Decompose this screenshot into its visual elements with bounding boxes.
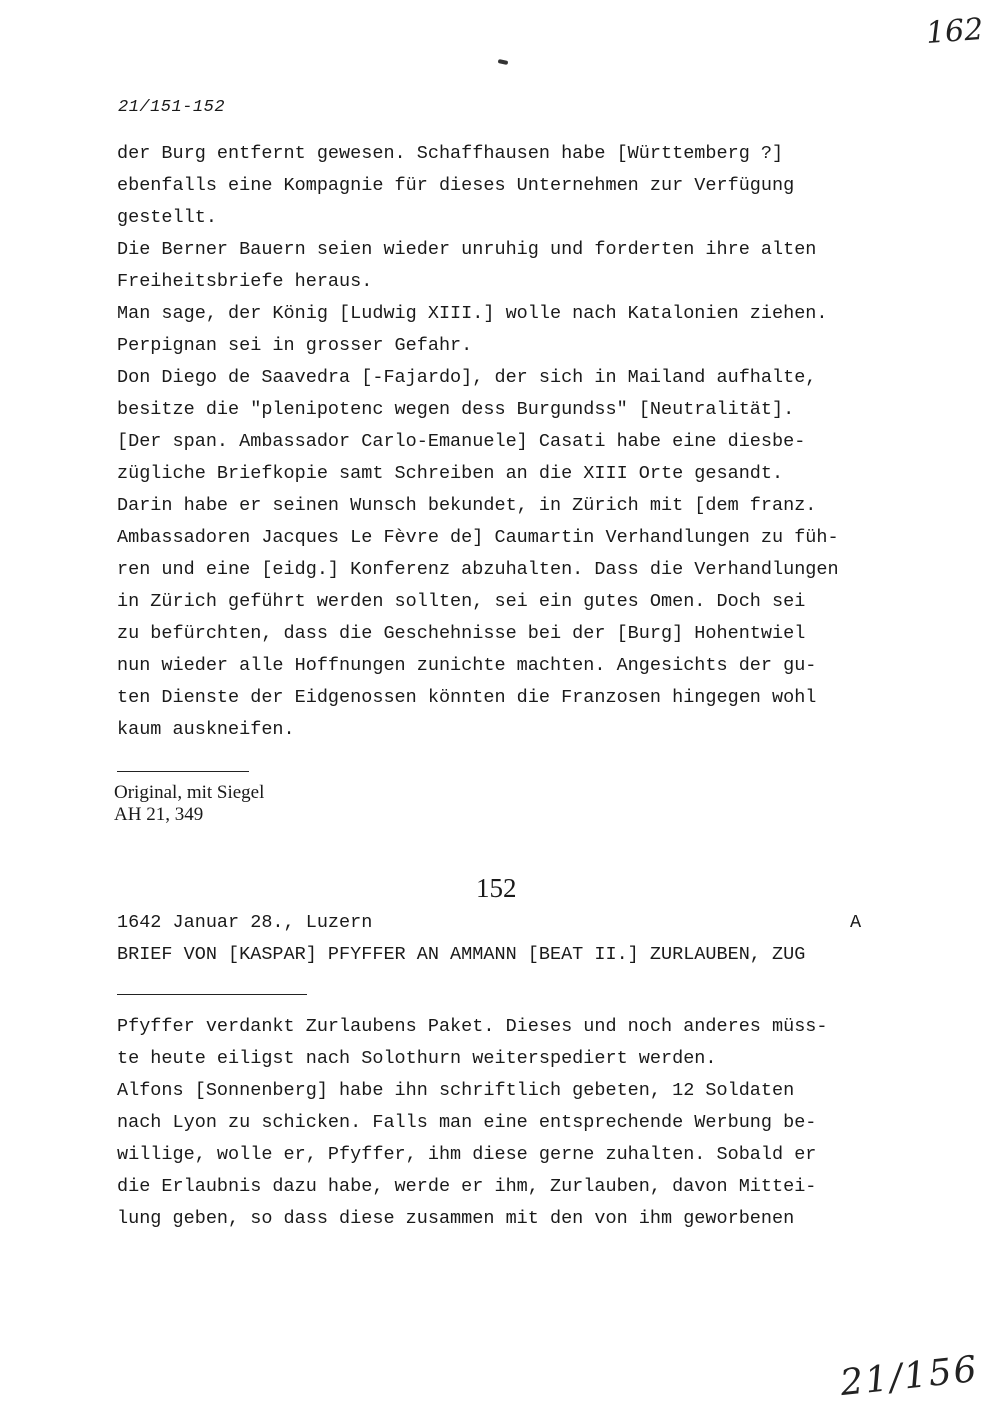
document-number: 152 [476,873,517,903]
paragraph [117,1011,907,1075]
source-note-line: AH 21, 349 [114,804,204,825]
text-line: in Zürich geführt werden sollten, sei ein gutes Omen. Doch sei [117,591,806,612]
paragraph [117,330,907,362]
date-line [117,908,867,938]
text-line: die Erlaubnis dazu habe, werde er ihm, Zurlauben, davon Mittei- [117,1176,817,1197]
paragraph [117,426,907,746]
paragraph [117,1075,907,1235]
section-divider [117,771,249,772]
text-line: Freiheitsbriefe heraus. [117,271,373,292]
source-note [114,782,264,826]
text-line: te heute eiligst nach Solothurn weiterspediert werden. [117,1048,717,1069]
text-line: zu befürchten, dass die Geschehnisse bei der [Burg] Hohentwiel [117,623,806,644]
text-line: nun wieder alle Hoffnungen zunichte machten. Angesichts der gu- [117,655,817,676]
text-line: Don Diego de Saavedra [-Fajardo], der sich in Mailand aufhalte, [117,367,817,388]
text-line: kaum auskneifen. [117,719,295,740]
text-line: ebenfalls eine Kompagnie für dieses Unternehmen zur Verfügung [117,175,795,196]
text-line: lung geben, so dass diese zusammen mit den von ihm geworbenen [117,1208,795,1229]
text-line: willige, wolle er, Pfyffer, ihm diese gerne zuhalten. Sobald er [117,1144,817,1165]
text-line: ren und eine [eidg.] Konferenz abzuhalten. Dass die Verhandlungen [117,559,839,580]
text-line: zügliche Briefkopie samt Schreiben an die XIII Orte gesandt. [117,463,784,484]
paragraph [117,234,907,298]
text-line: Darin habe er seinen Wunsch bekundet, in Zürich mit [dem franz. [117,495,817,516]
section-divider [117,994,307,995]
document-type-letter: A [850,912,862,933]
text-line: gestellt. [117,207,217,228]
text-line: [Der span. Ambassador Carlo-Emanuele] Casati habe eine diesbe- [117,431,806,452]
ink-mark [498,59,509,65]
source-note-line: Original, mit Siegel [114,782,265,803]
text-line: der Burg entfernt gewesen. Schaffhausen habe [Württemberg ?] [117,143,784,164]
text-line: nach Lyon zu schicken. Falls man eine entsprechende Werbung be- [117,1112,817,1133]
text-line: Perpignan sei in grosser Gefahr. [117,335,473,356]
page-reference: 21/151-152 [118,98,226,117]
text-line: besitze die "plenipotenc wegen dess Burgundss" [Neutralität]. [117,399,795,420]
handwritten-signature: 21/156 [838,1348,981,1405]
text-line: ten Dienste der Eidgenossen könnten die Franzosen hingegen wohl [117,687,817,708]
paragraph [117,298,907,330]
handwritten-page-number: 162 [924,12,985,51]
entry-152-body [117,1011,907,1235]
paragraph [117,362,907,426]
text-line: Die Berner Bauern seien wieder unruhig und forderten ihre alten [117,239,817,260]
text-line: Pfyffer verdankt Zurlaubens Paket. Dieses und noch anderes müss- [117,1016,828,1037]
text-line: Ambassadoren Jacques Le Fèvre de] Caumartin Verhandlungen zu füh- [117,527,839,548]
document-heading: BRIEF VON [KASPAR] PFYFFER AN AMMANN [BEAT II.] ZURLAUBEN, ZUG [117,944,806,965]
text-line: Man sage, der König [Ludwig XIII.] wolle nach Katalonien ziehen. [117,303,828,324]
text-line: Alfons [Sonnenberg] habe ihn schriftlich gebeten, 12 Soldaten [117,1080,795,1101]
date-place: 1642 Januar 28., Luzern [117,912,373,933]
entry-151-body [117,138,907,746]
paragraph [117,138,907,234]
